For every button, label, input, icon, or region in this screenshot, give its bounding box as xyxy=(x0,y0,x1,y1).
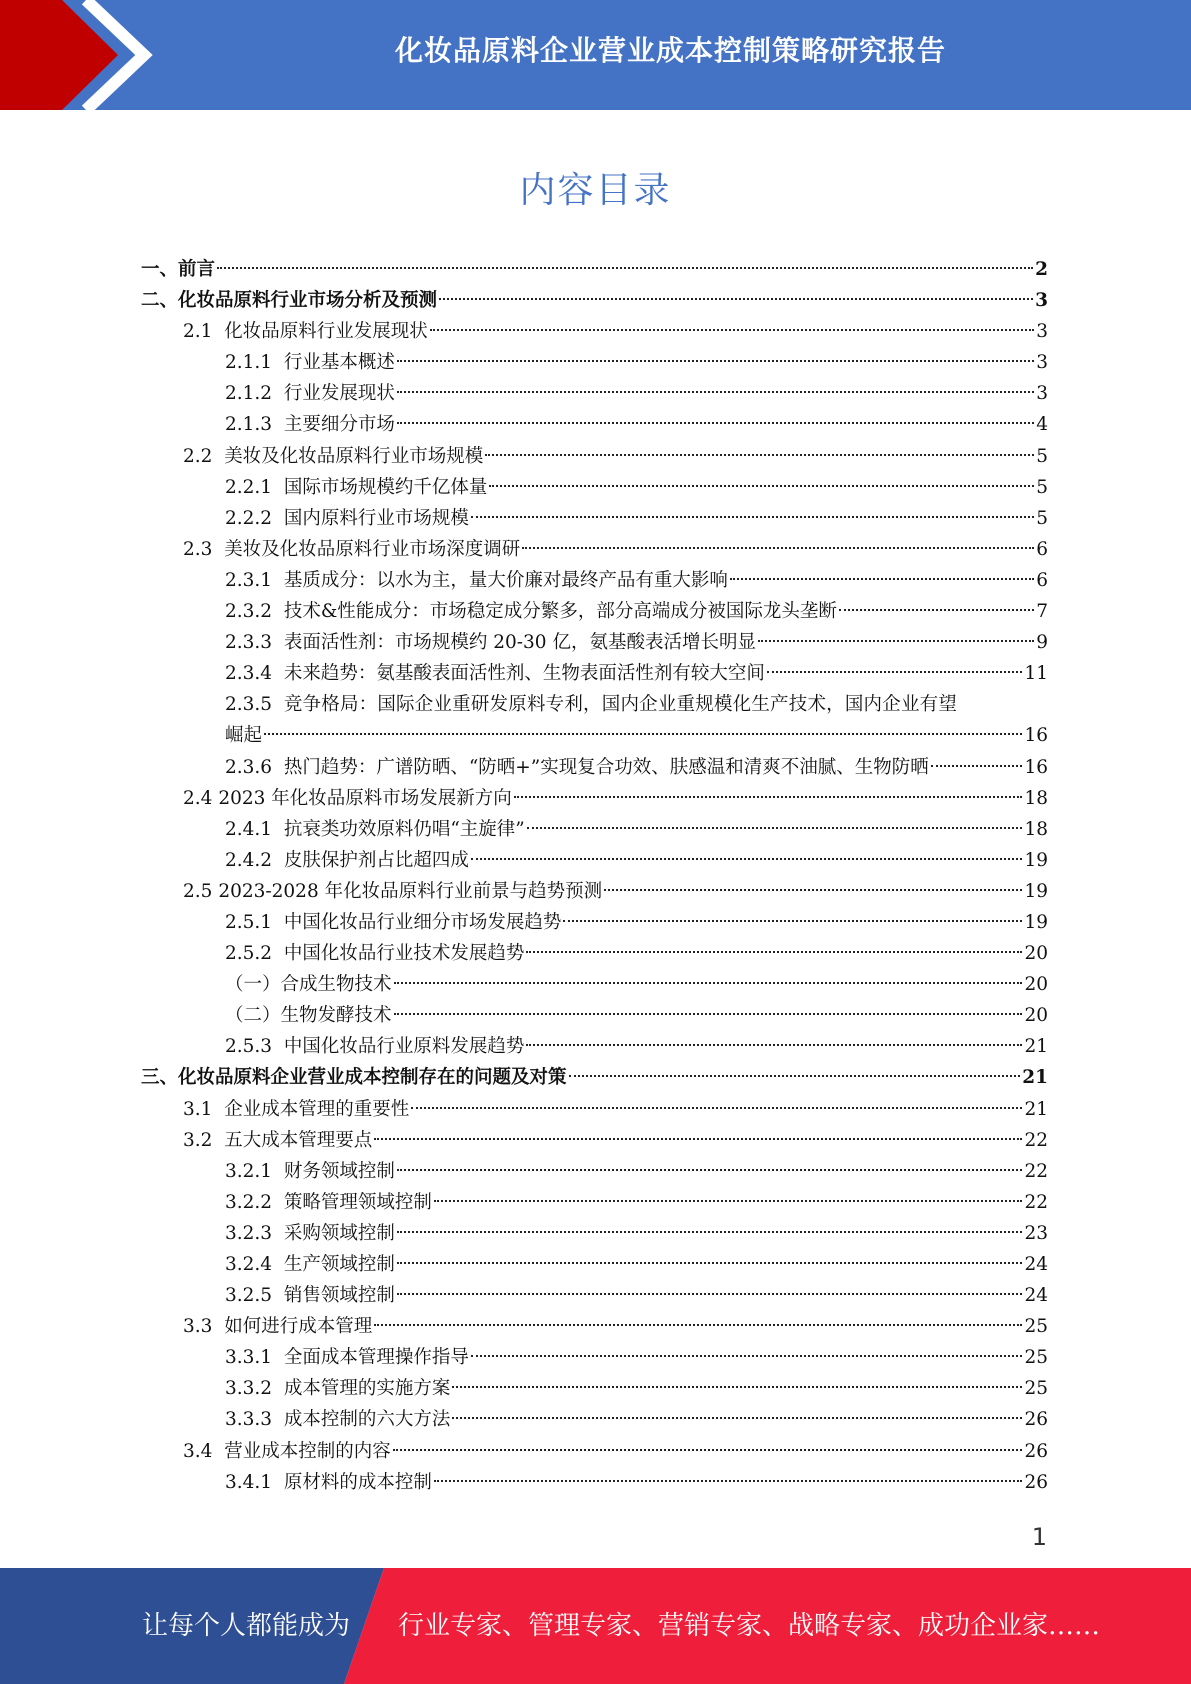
toc-entry-title: 国际市场规模约千亿体量 xyxy=(283,476,488,498)
dot-leader xyxy=(758,640,1034,642)
toc-entry-number: 二、 xyxy=(141,290,179,312)
toc-entry-page: 3 xyxy=(1035,290,1048,312)
toc-entry-page: 21 xyxy=(1022,1067,1048,1089)
toc-entry-page: 6 xyxy=(1036,538,1048,560)
toc-entry-page: 22 xyxy=(1024,1160,1048,1182)
toc-entry-number: 3.4 xyxy=(183,1440,225,1462)
dot-leader xyxy=(471,516,1034,518)
toc-entry-page: 3 xyxy=(1036,352,1048,374)
toc-entry-page: 23 xyxy=(1024,1222,1048,1244)
dot-leader xyxy=(730,578,1034,580)
toc-entry-title: 崛起 xyxy=(225,725,263,747)
toc-entry-title: 技术&性能成分：市场稳定成分繁多，部分高端成分被国际龙头垄断 xyxy=(283,601,837,623)
toc-entry-title: 成本管理的实施方案 xyxy=(283,1378,451,1400)
toc-entry-title: 未来趋势：氨基酸表面活性剂、生物表面活性剂有较大空间 xyxy=(283,663,765,685)
toc-entry-number: 2.1.1 xyxy=(225,352,284,374)
toc-entry-number: 3.2.4 xyxy=(225,1254,284,1275)
toc-entry[interactable] xyxy=(141,907,1048,938)
toc-entry[interactable] xyxy=(141,814,1048,845)
dot-leader xyxy=(569,1075,1021,1077)
toc-entry-page: 22 xyxy=(1024,1191,1048,1213)
toc-entry-title: 如何进行成本管理 xyxy=(224,1316,373,1338)
toc-entry-title: 原材料的成本控制 xyxy=(283,1471,432,1493)
toc-entry-number: 2.5 xyxy=(183,880,219,902)
toc-entry-number: 一、 xyxy=(141,259,179,280)
toc-entry-number: 2.2.1 xyxy=(225,476,284,498)
dot-leader xyxy=(452,1417,1022,1419)
arrow-decoration-icon xyxy=(0,0,170,110)
toc-entry-title: 合成生物技术 xyxy=(280,974,392,996)
toc-entry-title: 国内原料行业市场规模 xyxy=(283,507,469,529)
toc-entry-title: 成本控制的六大方法 xyxy=(283,1409,451,1431)
dot-leader xyxy=(264,733,1022,735)
toc-entry-number: 2.2 xyxy=(183,445,225,467)
dot-leader xyxy=(374,1138,1022,1140)
toc-entry-page: 18 xyxy=(1024,818,1048,840)
toc-entry-title: 中国化妆品行业原料发展趋势 xyxy=(283,1036,525,1058)
toc-entry[interactable] xyxy=(141,876,1048,907)
toc-entry-title: 抗衰类功效原料仍唱“主旋律” xyxy=(283,818,525,840)
toc-entry-title: 生物发酵技术 xyxy=(280,1005,392,1027)
dot-leader xyxy=(526,951,1022,953)
toc-entry-page: 26 xyxy=(1024,1471,1048,1493)
toc-entry-page: 5 xyxy=(1036,476,1048,498)
toc-entry-title: 美妆及化妆品原料行业市场规模 xyxy=(224,445,484,467)
toc-entry-title: 2023-2028 年化妆品原料行业前景与趋势预测 xyxy=(218,880,603,902)
dot-leader xyxy=(397,1262,1023,1264)
toc-entry-number: 3.2.2 xyxy=(225,1191,284,1213)
toc-entry-title: 热门趋势：广谱防晒、“防晒+”实现复合功效、肤感温和清爽不油腻、生物防晒 xyxy=(283,756,929,778)
toc-entry[interactable] xyxy=(141,845,1048,876)
toc-entry-page: 4 xyxy=(1036,414,1048,436)
toc-entry-page: 25 xyxy=(1024,1347,1048,1369)
toc-entry-title: 主要细分市场 xyxy=(283,414,395,436)
toc-entry-number: 2.4.2 xyxy=(225,849,284,871)
dot-leader xyxy=(452,1386,1022,1388)
toc-entry-number: 2.4 xyxy=(183,787,219,809)
toc-entry-page: 25 xyxy=(1024,1316,1048,1338)
toc-entry[interactable] xyxy=(141,378,1048,409)
footer-slogan-left: 让每个人都能成为 xyxy=(142,1611,351,1641)
toc-entry-number: 2.3.6 xyxy=(225,756,284,778)
dot-leader xyxy=(393,1449,1023,1451)
toc-entry-title: 中国化妆品行业技术发展趋势 xyxy=(283,943,525,965)
toc-entry-title: 化妆品原料行业市场分析及预测 xyxy=(178,290,438,312)
toc-entry[interactable] xyxy=(141,1125,1048,1156)
toc-entry[interactable] xyxy=(141,316,1048,347)
toc-entry-number: 3.4.1 xyxy=(225,1471,284,1493)
toc-entry[interactable] xyxy=(141,285,1048,316)
dot-leader xyxy=(767,671,1023,673)
toc-entry-number: 2.5.2 xyxy=(225,943,284,965)
toc-entry-title: 全面成本管理操作指导 xyxy=(283,1347,469,1369)
dot-leader xyxy=(527,827,1023,829)
toc-entry[interactable] xyxy=(141,1062,1048,1093)
dot-leader xyxy=(839,609,1034,611)
toc-entry-number: 2.1 xyxy=(183,321,225,343)
toc-entry[interactable] xyxy=(141,627,1048,658)
toc-entry-page: 20 xyxy=(1024,943,1048,965)
toc-entry-page: 21 xyxy=(1024,1036,1048,1058)
toc-entry-number: 2.3 xyxy=(183,538,225,560)
toc-entry-page: 11 xyxy=(1024,663,1048,685)
toc-entry[interactable] xyxy=(141,534,1048,565)
toc-entry-number: 2.2.2 xyxy=(225,507,284,529)
toc-entry-page: 21 xyxy=(1024,1098,1048,1120)
table-of-contents xyxy=(141,254,1048,1498)
toc-entry-page: 20 xyxy=(1024,974,1048,996)
dot-leader xyxy=(522,547,1034,549)
toc-entry[interactable] xyxy=(141,969,1048,1000)
toc-entry-page: 5 xyxy=(1036,507,1048,529)
dot-leader xyxy=(374,1324,1022,1326)
toc-entry-title: 行业基本概述 xyxy=(283,352,395,374)
header-band xyxy=(0,0,1191,110)
toc-entry-page: 5 xyxy=(1036,445,1048,467)
footer-slogan-right: 行业专家、管理专家、营销专家、战略专家、成功企业家…… xyxy=(398,1611,1101,1641)
toc-entry[interactable] xyxy=(141,1156,1048,1187)
toc-entry-number: 3.3.1 xyxy=(225,1347,284,1369)
toc-entry[interactable] xyxy=(141,1280,1048,1311)
toc-entry-title: 采购领域控制 xyxy=(283,1222,395,1244)
toc-entry-number: 3.3.2 xyxy=(225,1378,284,1400)
dot-leader xyxy=(430,329,1035,331)
toc-entry-title: 皮肤保护剂占比超四成 xyxy=(283,849,469,871)
toc-entry-number: 2.1.3 xyxy=(225,414,284,436)
dot-leader xyxy=(397,422,1034,424)
toc-entry[interactable] xyxy=(141,565,1048,596)
toc-entry[interactable] xyxy=(141,783,1048,814)
toc-entry-page: 16 xyxy=(1024,756,1048,778)
report-title: 化妆品原料企业营业成本控制策略研究报告 xyxy=(394,34,946,67)
toc-entry-title: 财务领域控制 xyxy=(283,1160,395,1182)
toc-entry[interactable] xyxy=(141,1187,1048,1218)
toc-entry-title: 行业发展现状 xyxy=(283,383,395,405)
toc-entry-number: （一） xyxy=(225,974,281,996)
toc-entry[interactable] xyxy=(141,1467,1048,1498)
toc-entry-number: 3.3.3 xyxy=(225,1409,284,1431)
toc-entry[interactable] xyxy=(141,1094,1048,1125)
toc-heading: 内容目录 xyxy=(519,170,672,211)
toc-entry-page: 2 xyxy=(1035,259,1048,280)
dot-leader xyxy=(439,298,1033,300)
toc-entry-title: 竞争格局：国际企业重研发原料专利，国内企业重规模化生产技术，国内企业有望 xyxy=(283,694,958,716)
toc-entry[interactable] xyxy=(141,689,1048,720)
toc-entry-number: 3.2.3 xyxy=(225,1222,284,1244)
dot-leader xyxy=(217,267,1033,269)
dot-leader xyxy=(434,1200,1023,1202)
toc-entry-number: 2.1.2 xyxy=(225,383,284,405)
toc-entry[interactable] xyxy=(141,1311,1048,1342)
dot-leader xyxy=(397,391,1034,393)
toc-entry-title: 五大成本管理要点 xyxy=(224,1129,373,1151)
dot-leader xyxy=(434,1480,1023,1482)
toc-entry-number: 2.5.1 xyxy=(225,911,284,933)
toc-entry[interactable] xyxy=(141,596,1048,627)
footer-band xyxy=(0,1568,1191,1684)
toc-entry-number: 2.3.3 xyxy=(225,632,284,654)
toc-entry-title: 企业成本管理的重要性 xyxy=(224,1098,410,1120)
dot-leader xyxy=(397,1293,1023,1295)
toc-entry-number: 3.3 xyxy=(183,1316,225,1338)
toc-entry-number: 2.5.3 xyxy=(225,1036,284,1058)
toc-entry[interactable] xyxy=(141,441,1048,472)
dot-leader xyxy=(397,1231,1023,1233)
toc-entry[interactable] xyxy=(141,720,1048,751)
toc-entry-page: 19 xyxy=(1024,911,1048,933)
toc-entry-title: 化妆品原料企业营业成本控制存在的问题及对策 xyxy=(178,1067,567,1089)
toc-entry-page: 19 xyxy=(1024,880,1048,902)
toc-entry-page: 24 xyxy=(1024,1285,1048,1307)
toc-entry[interactable] xyxy=(141,938,1048,969)
dot-leader xyxy=(394,1013,1023,1015)
toc-entry[interactable] xyxy=(141,1404,1048,1435)
toc-entry-title: 美妆及化妆品原料行业市场深度调研 xyxy=(224,538,521,560)
toc-entry[interactable] xyxy=(141,254,1048,285)
toc-entry-number: 2.3.5 xyxy=(225,694,284,716)
dot-leader xyxy=(471,1355,1023,1357)
toc-entry-page: 24 xyxy=(1024,1254,1048,1275)
dot-leader xyxy=(397,1169,1023,1171)
toc-entry-number: （二） xyxy=(225,1005,281,1027)
toc-entry-page: 22 xyxy=(1024,1129,1048,1151)
toc-entry-page: 7 xyxy=(1036,601,1048,623)
toc-entry-number: 3.2.1 xyxy=(225,1160,284,1182)
toc-entry[interactable] xyxy=(141,347,1048,378)
toc-entry-number: 三、 xyxy=(141,1067,179,1089)
toc-entry-number: 3.2.5 xyxy=(225,1285,284,1307)
toc-entry-number: 3.2 xyxy=(183,1129,225,1151)
dot-leader xyxy=(563,920,1022,922)
toc-entry-title: 化妆品原料行业发展现状 xyxy=(224,321,428,343)
toc-entry-number: 2.3.2 xyxy=(225,601,284,623)
toc-entry-title: 基质成分：以水为主，量大价廉对最终产品有重大影响 xyxy=(283,569,728,591)
toc-entry[interactable] xyxy=(141,503,1048,534)
toc-entry[interactable] xyxy=(141,658,1048,689)
toc-entry-number: 2.3.1 xyxy=(225,569,284,591)
toc-entry-number: 2.3.4 xyxy=(225,663,284,685)
toc-entry-page: 20 xyxy=(1024,1005,1048,1027)
toc-entry-page: 6 xyxy=(1036,569,1048,591)
toc-entry[interactable] xyxy=(141,1373,1048,1404)
toc-entry-page: 16 xyxy=(1024,725,1048,747)
dot-leader xyxy=(526,1044,1022,1046)
toc-entry-page: 3 xyxy=(1036,383,1048,405)
toc-entry[interactable] xyxy=(141,1436,1048,1467)
page-number: 1 xyxy=(1031,1523,1047,1551)
toc-entry[interactable] xyxy=(141,1218,1048,1249)
toc-entry-page: 3 xyxy=(1036,321,1048,343)
dot-leader xyxy=(397,360,1034,362)
toc-entry[interactable] xyxy=(141,1342,1048,1373)
toc-entry-page: 26 xyxy=(1024,1409,1048,1431)
toc-entry-title: 中国化妆品行业细分市场发展趋势 xyxy=(283,911,562,933)
dot-leader xyxy=(485,454,1034,456)
dot-leader xyxy=(471,858,1023,860)
toc-entry-title: 策略管理领域控制 xyxy=(283,1191,432,1213)
toc-entry-title: 营业成本控制的内容 xyxy=(224,1440,391,1462)
toc-entry-title: 生产领域控制 xyxy=(283,1254,395,1275)
toc-entry-page: 26 xyxy=(1024,1440,1048,1462)
dot-leader xyxy=(411,1107,1022,1109)
toc-entry-number: 3.1 xyxy=(183,1098,225,1120)
toc-entry-page: 25 xyxy=(1024,1378,1048,1400)
dot-leader xyxy=(489,485,1034,487)
toc-entry-number: 2.4.1 xyxy=(225,818,284,840)
toc-entry-title: 销售领域控制 xyxy=(283,1285,395,1307)
toc-entry[interactable] xyxy=(141,1249,1048,1280)
dot-leader xyxy=(931,765,1023,767)
toc-entry-page: 19 xyxy=(1024,849,1048,871)
toc-entry-title: 表面活性剂：市场规模约 20-30 亿，氨基酸表活增长明显 xyxy=(283,632,756,654)
dot-leader xyxy=(604,889,1022,891)
toc-entry-page: 9 xyxy=(1036,632,1048,654)
toc-entry[interactable] xyxy=(141,1000,1048,1031)
toc-entry[interactable] xyxy=(141,472,1048,503)
toc-entry-title: 2023 年化妆品原料市场发展新方向 xyxy=(218,787,512,809)
toc-entry[interactable] xyxy=(141,752,1048,783)
toc-entry-title: 前言 xyxy=(178,259,216,280)
toc-entry-page: 18 xyxy=(1024,787,1048,809)
toc-entry[interactable] xyxy=(141,1031,1048,1062)
dot-leader xyxy=(394,982,1023,984)
dot-leader xyxy=(514,796,1023,798)
toc-entry[interactable] xyxy=(141,409,1048,440)
